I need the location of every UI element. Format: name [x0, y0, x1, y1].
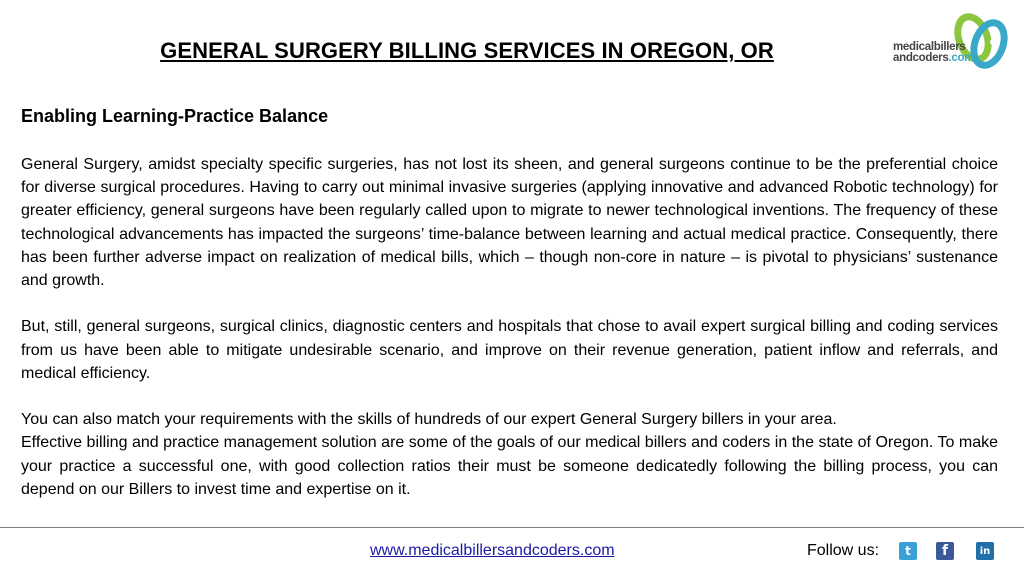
paragraph-4: Effective billing and practice management solution are some of the goals of our medical billers and coders in the state of Oregon. To make your practice a successful one, with good collection ratios their must be someone dedicatedly following the billing process, you can depend on our Billers to invest time and expertise on it.	[21, 434, 998, 498]
logo-line-1: medicalbillers	[893, 41, 966, 53]
paragraph-1: General Surgery, amidst specialty specific surgeries, has not lost its sheen, and general surgeons continue to be the preferential choice for diverse surgical procedures. Having to carry out minimal invasive surgeries (applying innovative and advanced Robotic technology) for greater efficiency, general surgeons have been regularly called upon to migrate to newer technological inventions. The frequency of these technological advancements has impacted the surgeons’ time-balance between learning and actual medical practice. Consequently, there has been further adverse impact on realization of medical bills, which – though non-core in nature – is pivotal to physicians’ sustenance and growth.	[21, 156, 998, 290]
company-logo[interactable]	[893, 12, 1015, 74]
facebook-icon[interactable]: f	[936, 542, 954, 560]
section-heading: Enabling Learning-Practice Balance	[21, 106, 329, 126]
body-text	[21, 153, 998, 501]
logo-suffix: .com	[948, 52, 975, 64]
follow-us-label: Follow us:	[807, 542, 880, 559]
logo-line-2: andcoders	[893, 52, 949, 64]
page-title: GENERAL SURGERY BILLING SERVICES IN OREGON, OR	[160, 38, 774, 63]
logo-wordmark	[893, 42, 974, 64]
twitter-icon[interactable]: t	[899, 542, 917, 560]
website-link[interactable]: www.medicalbillersandcoders.com	[370, 542, 615, 559]
footer-divider	[0, 527, 1024, 528]
paragraph-3: You can also match your requirements with the skills of hundreds of our expert General Surgery billers in your area.	[21, 411, 837, 429]
paragraph-2: But, still, general surgeons, surgical clinics, diagnostic centers and hospitals that chose to avail expert surgical billing and coding services from us have been able to mitigate undesirable scenario, and improve on their revenue generation, patient inflow and referrals, and medical efficiency.	[21, 318, 998, 382]
linkedin-icon[interactable]: in	[976, 542, 994, 560]
